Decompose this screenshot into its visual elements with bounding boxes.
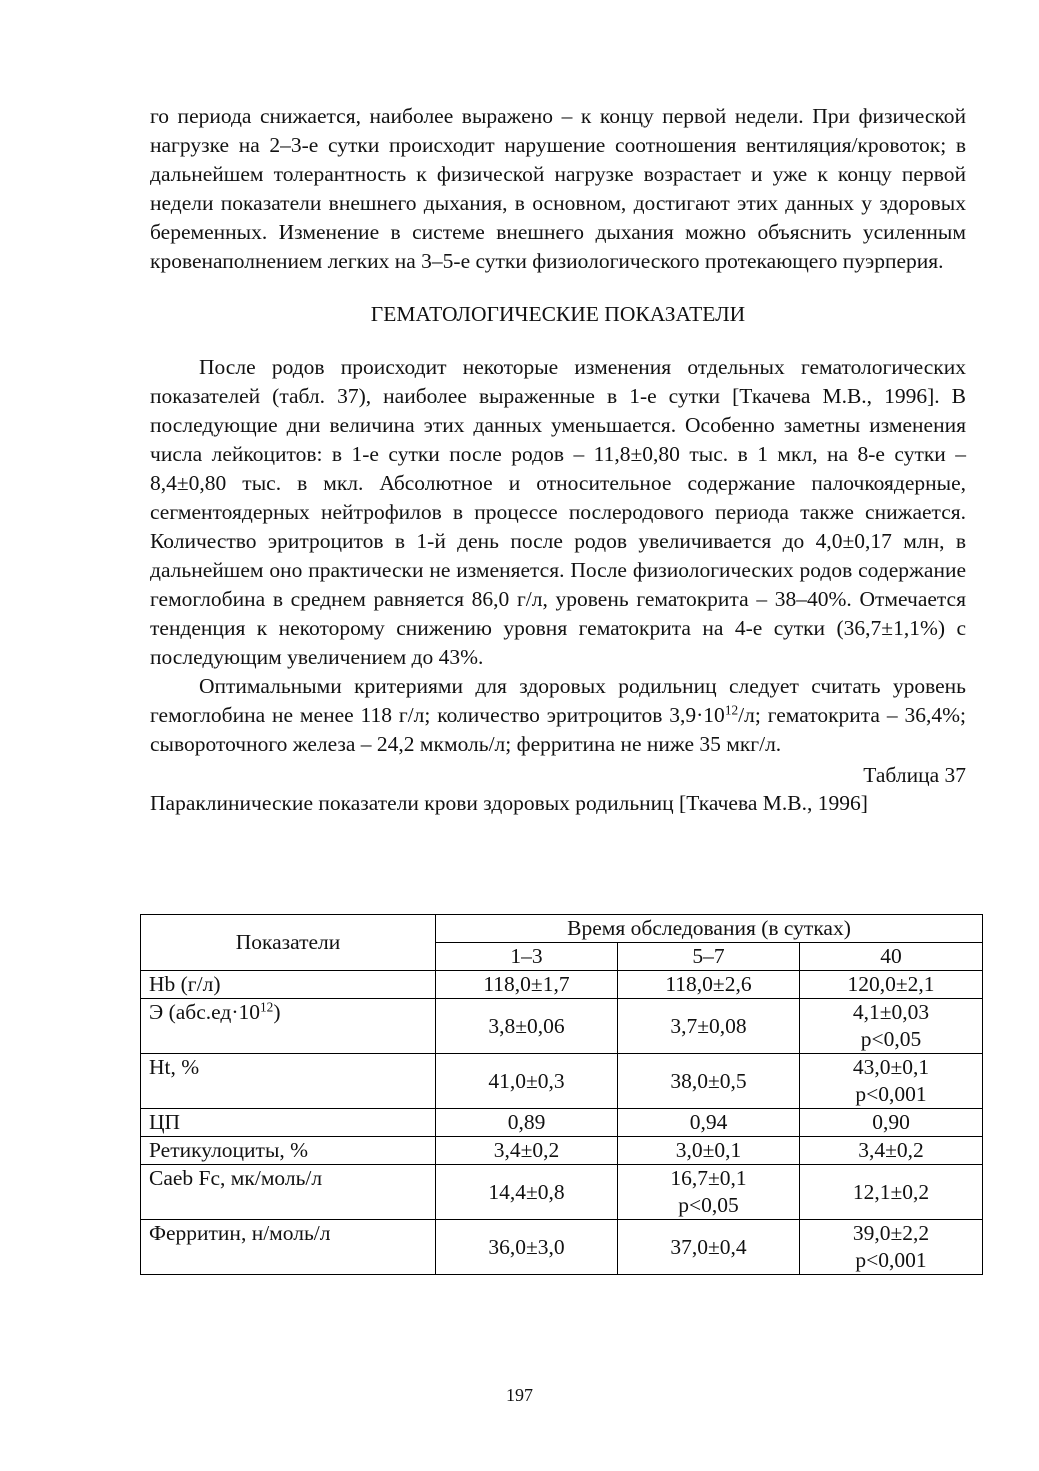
- page-body: [150, 102, 966, 818]
- page-number: 197: [506, 1385, 533, 1405]
- blood-parameters-table-wrap: [140, 914, 982, 1275]
- cell-value: 3,0±0,1: [618, 1137, 800, 1165]
- cell-value: 120,0±2,1: [800, 971, 983, 999]
- cell-value: 0,90: [800, 1109, 983, 1137]
- header-period: 1–3: [436, 943, 618, 971]
- table-row: [141, 1165, 983, 1220]
- cell-value: 0,94: [618, 1109, 800, 1137]
- cell-value: 118,0±2,6: [618, 971, 800, 999]
- cell-significance: p<0,001: [855, 1248, 927, 1272]
- cell-value: 3,4±0,2: [436, 1137, 618, 1165]
- blood-parameters-table: [140, 914, 983, 1275]
- paragraph-criteria: Оптимальными критериями для здоровых родильниц следует считать уровень гемоглобина не менее 118 г/л; количество эритроцитов $3,9\cdot 10^{12}/л$; гематокрита – 36,4%; сывороточного железа – 24,2 мкмоль/л; ферритина не ниже 35 мкг/л.: [150, 674, 966, 756]
- table-label: Таблица 37: [863, 763, 966, 787]
- row-name: ЦП: [141, 1109, 436, 1137]
- cell-value: 118,0±1,7: [436, 971, 618, 999]
- cell-value: 39,0±2,2 p<0,001: [800, 1220, 983, 1275]
- cell-value: 0,89: [436, 1109, 618, 1137]
- table-row: [141, 1109, 983, 1137]
- section-heading: ГЕМАТОЛОГИЧЕСКИЕ ПОКАЗАТЕЛИ: [370, 302, 746, 326]
- paragraph-continued: го периода снижается, наиболее выражено – к концу первой недели. При физической нагрузке на 2–3-е сутки происходит нарушение соотношения вентиляция/кровоток; в дальнейшем толерантность к физической нагрузке возрастает и уже к концу первой недели показатели внешнего дыхания, в основном, достигают этих данных у здоровых беременных. Изменение в системе внешнего дыхания можно объяснить усиленным кровенаполнением легких на 3–5-е сутки физиологического протекающего пуэрперия.: [150, 104, 966, 273]
- cell-value: 3,4±0,2: [800, 1137, 983, 1165]
- cell-significance: p<0,001: [855, 1082, 927, 1106]
- paragraph-hematology: После родов происходит некоторые изменения отдельных гематологических показателей (табл. 37), наиболее выраженные в 1-е сутки [Ткачева М.В., 1996]. В последующие дни величина этих данных уменьшается. Особенно заметны изменения числа лейкоцитов: в 1-е сутки после родов – 11,8±0,80 тыс. в 1 мкл, на 8-е сутки – 8,4±0,80 тыс. в мкл. Абсолютное и относительное содержание палочкоядерные, сегментоядерных нейтрофилов в процессе послеродового периода также снижается. Количество эритроцитов в 1-й день после родов увеличивается до 4,0±0,17 млн, в дальнейшем оно практически не изменяется. После физиологических родов содержание гемоглобина в среднем равняется 86,0 г/л, уровень гематокрита – 38–40%. Отмечается тенденция к некоторому снижению уровня гематокрита на 4-е сутки (36,7±1,1%) с последующим увеличением до 43%.: [150, 355, 966, 669]
- row-name: Caeb Fc, мк/моль/л: [141, 1165, 436, 1220]
- cell-value: 4,1±0,03 p<0,05: [800, 999, 983, 1054]
- table-row: [141, 999, 983, 1054]
- table-row: [141, 1220, 983, 1275]
- table-row: [141, 971, 983, 999]
- header-time: Время обследования (в сутках): [436, 915, 983, 943]
- table-header-row: [141, 915, 983, 943]
- cell-value: 36,0±3,0: [436, 1220, 618, 1275]
- row-name: Ферритин, н/моль/л: [141, 1220, 436, 1275]
- cell-significance: p<0,05: [860, 1027, 922, 1051]
- cell-value: 38,0±0,5: [618, 1054, 800, 1109]
- cell-value: 41,0±0,3: [436, 1054, 618, 1109]
- header-indicator: Показатели: [141, 915, 436, 971]
- table-row: [141, 1054, 983, 1109]
- row-name: Ht, %: [141, 1054, 436, 1109]
- cell-value: 16,7±0,1 p<0,05: [618, 1165, 800, 1220]
- header-period: 40: [800, 943, 983, 971]
- header-period: 5–7: [618, 943, 800, 971]
- row-name: Hb (г/л): [141, 971, 436, 999]
- table-row: [141, 1137, 983, 1165]
- cell-value: 43,0±0,1 p<0,001: [800, 1054, 983, 1109]
- cell-value: 37,0±0,4: [618, 1220, 800, 1275]
- cell-value: 3,7±0,08: [618, 999, 800, 1054]
- row-name: Ретикулоциты, %: [141, 1137, 436, 1165]
- cell-value: 14,4±0,8: [436, 1165, 618, 1220]
- cell-significance: p<0,05: [678, 1193, 739, 1217]
- table-caption: Параклинические показатели крови здоровых родильниц [Ткачева М.В., 1996]: [150, 791, 868, 815]
- cell-value: 3,8±0,06: [436, 999, 618, 1054]
- row-name: Э $(абс.ед\cdot 10^{12})$: [141, 999, 436, 1054]
- cell-value: 12,1±0,2: [800, 1165, 983, 1220]
